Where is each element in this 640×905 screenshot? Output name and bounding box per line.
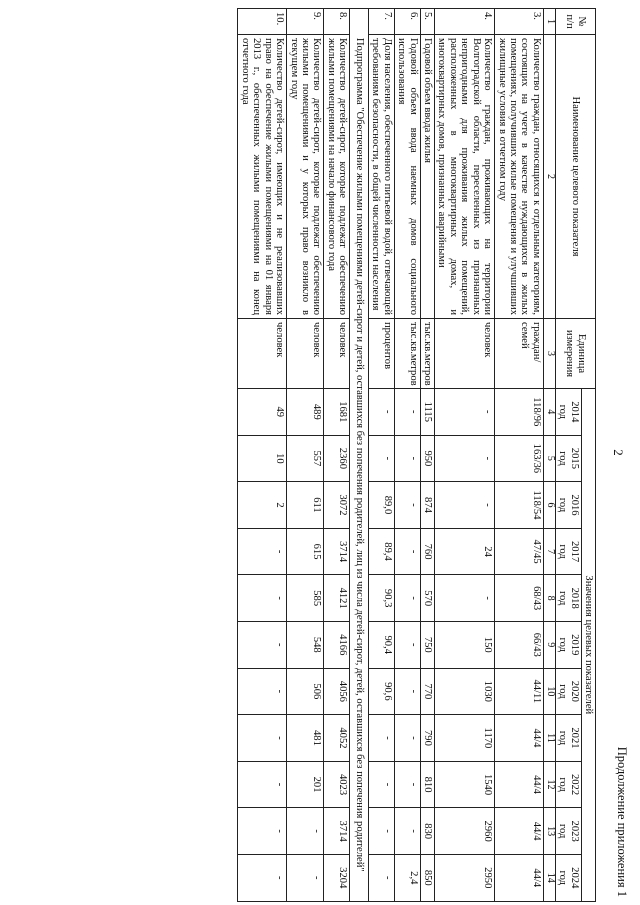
column-index-cell: 14: [543, 854, 555, 901]
year-suffix: год: [557, 497, 569, 513]
row-unit: человек: [238, 319, 287, 389]
row-value: 4052: [324, 715, 350, 762]
year-header: [555, 808, 581, 855]
row-value: 2: [238, 482, 287, 529]
subprogram-section: [350, 9, 368, 902]
row-indicator-name: Количество детей-сирот, которые подлежат обеспечению жилыми помещениями на начало финансового года: [324, 35, 350, 319]
row-value: -: [434, 389, 494, 436]
row-value: 4166: [324, 621, 350, 668]
year-suffix: год: [557, 684, 569, 699]
row-indicator-name: Количество граждан, проживающих на территории Волгоградской области, переселенных из признанных непригодными для проживания жилых помещений, расположенных в многоквартирных домах, и многоквартирных домов, признанных аварийными: [434, 35, 494, 319]
row-number: 10.: [238, 9, 287, 35]
row-value: 118/96: [495, 389, 544, 436]
row-number: 3.: [495, 9, 544, 35]
year-value: 2014: [568, 401, 580, 423]
row-value: 1030: [434, 668, 494, 715]
row-value: -: [368, 808, 394, 855]
year-header: [555, 575, 581, 622]
row-value: 90,6: [368, 668, 394, 715]
row-value: 90,4: [368, 621, 394, 668]
year-value: 2015: [568, 447, 580, 469]
row-unit: процентов: [368, 319, 394, 389]
year-header: [555, 389, 581, 436]
year-suffix: год: [557, 451, 569, 466]
column-index-cell: 7: [543, 528, 555, 575]
row-unit: граждан/ семей: [495, 319, 544, 389]
row-number: 9.: [287, 9, 324, 35]
year-header: [555, 482, 581, 529]
row-value: 3072: [324, 482, 350, 529]
row-value: -: [368, 854, 394, 901]
column-index-cell: 2: [543, 35, 555, 319]
row-value: 506: [287, 668, 324, 715]
row-value: 44/4: [495, 854, 544, 901]
rows-group-b: [238, 9, 350, 902]
table-row: [495, 9, 544, 902]
row-value: 790: [420, 715, 434, 762]
row-unit: человек: [434, 319, 494, 389]
row-value: 4056: [324, 668, 350, 715]
table-row: [238, 9, 287, 902]
row-value: 850: [420, 854, 434, 901]
year-value: 2023: [568, 820, 580, 842]
column-index-cell: 5: [543, 435, 555, 482]
row-value: 810: [420, 761, 434, 808]
row-value: 830: [420, 808, 434, 855]
subprogram-title: Подпрограмма "Обеспечение жилыми помещениями детей-сирот и детей, оставшихся без попечения родителей, лиц из числа детей-сирот, детей, оставшихся без попечения родителей": [350, 9, 368, 902]
row-value: 150: [434, 621, 494, 668]
row-value: 3714: [324, 808, 350, 855]
year-value: 2021: [568, 727, 580, 749]
row-indicator-name: Доля населения, обеспеченного питьевой водой, отвечающей требованиям безопасности, в общей численности населения: [368, 35, 394, 319]
year-value: 2018: [568, 587, 580, 609]
column-index-cell: 11: [543, 715, 555, 762]
indicators-table: [237, 8, 596, 902]
row-value: 201: [287, 761, 324, 808]
row-value: 874: [420, 482, 434, 529]
row-number: 7.: [368, 9, 394, 35]
year-header: [555, 761, 581, 808]
row-value: -: [434, 482, 494, 529]
row-value: 68/43: [495, 575, 544, 622]
page-number: 2: [611, 449, 626, 456]
table-row: [394, 9, 420, 902]
row-unit: тыс.кв.метров: [394, 319, 420, 389]
row-value: 750: [420, 621, 434, 668]
row-value: -: [238, 715, 287, 762]
row-number: 8.: [324, 9, 350, 35]
row-value: 950: [420, 435, 434, 482]
year-suffix: год: [557, 637, 569, 652]
column-index-cell: 12: [543, 761, 555, 808]
row-indicator-name: Количество детей-сирот, имеющих и не реализовавших право на обеспечение жилыми помещениями на 01 января 2013 г., обеспеченных жилыми помещениями на конец отчетного года: [238, 35, 287, 319]
year-value: 2020: [568, 680, 580, 702]
row-value: 615: [287, 528, 324, 575]
row-value: 489: [287, 389, 324, 436]
row-value: 49: [238, 389, 287, 436]
row-value: 2,4: [394, 854, 420, 901]
row-value: -: [394, 715, 420, 762]
row-value: -: [434, 435, 494, 482]
row-value: -: [394, 621, 420, 668]
row-unit: человек: [287, 319, 324, 389]
row-number: 4.: [434, 9, 494, 35]
year-value: 2017: [568, 540, 580, 563]
row-indicator-name: Количество детей-сирот, которые подлежат обеспечению жилыми помещениями и у которых право возникло в текущем году: [287, 35, 324, 319]
year-suffix: год: [557, 777, 569, 792]
year-suffix: год: [557, 590, 569, 606]
year-header: [555, 621, 581, 668]
row-value: 2360: [324, 435, 350, 482]
row-value: 90,3: [368, 575, 394, 622]
row-value: -: [238, 575, 287, 622]
row-number: 5.: [420, 9, 434, 35]
year-suffix: год: [557, 823, 569, 839]
row-value: 24: [434, 528, 494, 575]
row-value: 1115: [420, 389, 434, 436]
row-value: 163/36: [495, 435, 544, 482]
row-value: 3204: [324, 854, 350, 901]
row-value: -: [368, 435, 394, 482]
row-value: 3714: [324, 528, 350, 575]
row-value: -: [238, 854, 287, 901]
column-index-cell: 3: [543, 319, 555, 389]
year-suffix: год: [557, 404, 569, 420]
table-head: [543, 9, 595, 902]
row-number: 6.: [394, 9, 420, 35]
row-value: -: [238, 808, 287, 855]
row-value: 585: [287, 575, 324, 622]
row-value: -: [394, 435, 420, 482]
row-value: 118/54: [495, 482, 544, 529]
column-index-cell: 8: [543, 575, 555, 622]
row-value: -: [394, 528, 420, 575]
year-header: [555, 528, 581, 575]
column-index-row: [543, 9, 555, 902]
row-value: -: [238, 668, 287, 715]
year-header: [555, 715, 581, 762]
row-value: -: [287, 808, 324, 855]
row-value: 570: [420, 575, 434, 622]
row-value: 44/4: [495, 808, 544, 855]
row-value: 611: [287, 482, 324, 529]
row-value: 47/45: [495, 528, 544, 575]
table-row: [420, 9, 434, 902]
table-row: [324, 9, 350, 902]
row-value: 4023: [324, 761, 350, 808]
row-value: -: [238, 621, 287, 668]
row-indicator-name: Количество граждан, относящихся к отдельным категориям, состоящих на учете в качестве нуждающихся в жилых помещениях, получивших жилые помещения и улучшивших жилищные условия в отчетном году: [495, 35, 544, 319]
year-header: [555, 668, 581, 715]
row-value: 10: [238, 435, 287, 482]
year-suffix: год: [557, 870, 569, 885]
column-index-cell: 4: [543, 389, 555, 436]
column-index-cell: 9: [543, 621, 555, 668]
col-no-header: № п/п: [555, 9, 595, 35]
table-row: [368, 9, 394, 902]
row-value: -: [434, 575, 494, 622]
row-value: 770: [420, 668, 434, 715]
row-value: -: [394, 575, 420, 622]
year-suffix: год: [557, 730, 569, 746]
row-value: 66/43: [495, 621, 544, 668]
row-unit: тыс.кв.метров: [420, 319, 434, 389]
row-value: 548: [287, 621, 324, 668]
row-indicator-name: Годовой объем ввода наемных домов социального использования: [394, 35, 420, 319]
column-index-cell: 6: [543, 482, 555, 529]
row-value: 44/4: [495, 715, 544, 762]
row-value: 2950: [434, 854, 494, 901]
column-index-cell: 13: [543, 808, 555, 855]
col-unit-header: Единица измерения: [555, 319, 595, 389]
year-suffix: год: [557, 544, 569, 559]
row-value: 557: [287, 435, 324, 482]
page-header: [600, 0, 640, 905]
column-index-cell: 1: [543, 9, 555, 35]
row-value: -: [394, 668, 420, 715]
row-value: -: [394, 808, 420, 855]
row-value: -: [238, 528, 287, 575]
row-value: 44/11: [495, 668, 544, 715]
row-value: -: [368, 715, 394, 762]
row-value: 2960: [434, 808, 494, 855]
row-value: 89,0: [368, 482, 394, 529]
year-header: [555, 854, 581, 901]
year-value: 2016: [568, 494, 580, 516]
row-value: -: [368, 389, 394, 436]
row-value: 1681: [324, 389, 350, 436]
table-row: [287, 9, 324, 902]
row-value: 760: [420, 528, 434, 575]
year-value: 2022: [568, 773, 580, 796]
row-value: 1170: [434, 715, 494, 762]
year-value: 2024: [568, 867, 580, 889]
year-header: [555, 435, 581, 482]
row-value: 481: [287, 715, 324, 762]
row-value: -: [238, 761, 287, 808]
year-value: 2019: [568, 634, 580, 656]
row-value: -: [287, 854, 324, 901]
row-value: -: [394, 482, 420, 529]
row-value: -: [394, 761, 420, 808]
row-value: 44/4: [495, 761, 544, 808]
values-group-header: Значения целевых показателей: [581, 389, 595, 902]
table-row: [434, 9, 494, 902]
row-value: -: [394, 389, 420, 436]
rows-group-a: [368, 9, 543, 902]
row-unit: человек: [324, 319, 350, 389]
row-indicator-name: Годовой объем ввода жилья: [420, 35, 434, 319]
col-name-header: Наименование целевого показателя: [555, 35, 595, 319]
row-value: 1540: [434, 761, 494, 808]
continuation-label: Продолжение приложения 1: [615, 746, 629, 897]
row-value: -: [368, 761, 394, 808]
row-value: 4121: [324, 575, 350, 622]
column-index-cell: 10: [543, 668, 555, 715]
row-value: 89,4: [368, 528, 394, 575]
